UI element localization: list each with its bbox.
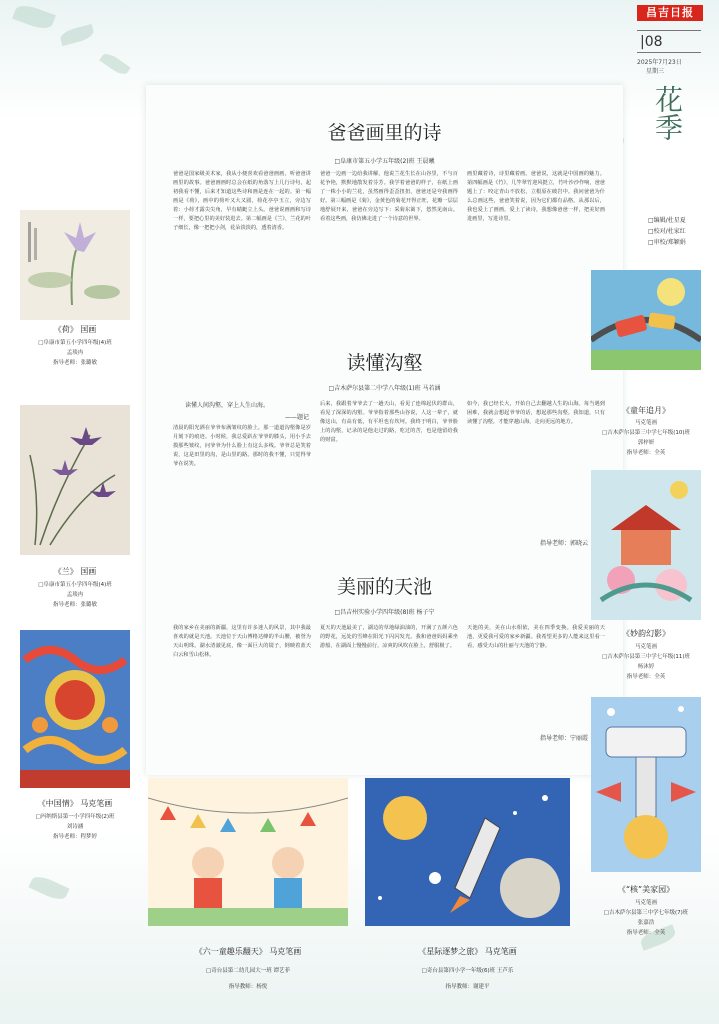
artwork-orchid xyxy=(20,405,130,555)
artwork-childrens-day xyxy=(148,778,348,926)
artwork-type: 马克笔画 xyxy=(80,799,113,808)
artwork-caption xyxy=(585,884,707,895)
artwork-credit xyxy=(14,580,136,610)
column-title: 花季 xyxy=(651,85,684,141)
article-byline: □吉木萨尔县第二中学八年级(1)班 马若涵 xyxy=(328,385,441,392)
lotus-painting-icon xyxy=(20,210,130,320)
artwork-childhood-moon xyxy=(591,270,701,370)
artwork-credit xyxy=(14,338,136,368)
artwork-caption xyxy=(14,798,136,809)
artwork-student: 张嘉浩 xyxy=(637,920,655,926)
header-divider xyxy=(637,52,701,53)
rocket-painting-icon xyxy=(365,778,570,926)
artwork-title: 《妙韵幻影》 xyxy=(622,629,670,638)
artwork-type: 马克笔画 xyxy=(634,420,657,426)
train-painting-icon xyxy=(591,270,701,370)
epigraph-source: ——题记 xyxy=(285,414,310,421)
artwork-title: 《中国情》 xyxy=(37,799,78,808)
artwork-teacher: 指导老师：全英 xyxy=(626,930,666,936)
article-column: 清晨的阳光洒在爷爷布满皱纹的脸上，那一道道沟壑像是岁月刻下的痕迹。小时候，我总爱趴在爷爷的膝头，用小手去摸那些皱纹，问爷爷为什么脸上有这么多线。爷爷总是笑着说，这是田里的沟，是山里的路。那时的我不懂，只觉得爷爷在说笑。 xyxy=(173,425,311,467)
artwork-credit xyxy=(365,966,570,992)
artwork-student: 杨沐婷 xyxy=(637,664,655,670)
editor-credits xyxy=(648,215,686,248)
article-byline: □昌吉州实验小学四年级(8)班 杨子宁 xyxy=(334,609,435,616)
editor-line: □审校/郑颖娟 xyxy=(648,239,686,246)
artwork-credit xyxy=(10,812,140,842)
artwork-student: 刘诗涵 xyxy=(66,824,84,830)
artwork-credit xyxy=(585,898,707,938)
artwork-teacher: 指导教师：杨悦 xyxy=(228,984,268,990)
artwork-type: 国画 xyxy=(80,567,97,576)
article-title: 读懂沟壑 xyxy=(346,352,423,374)
artwork-student: 孟琰冉 xyxy=(66,592,84,598)
artwork-title: 《“核”美家园》 xyxy=(617,885,675,894)
artwork-school: □奇台县第二幼儿园大一班 谭艺菲 xyxy=(206,968,290,974)
artwork-wonderful-rhyme xyxy=(591,470,701,620)
artwork-teacher: 指导老师：全英 xyxy=(626,450,666,456)
artwork-interstellar-dream xyxy=(365,778,570,926)
article-column: 后来，我跟着爷爷去了一趟天山，看见了连绵起伏的群山，看见了深深的沟壑。爷爷指着那些山谷说，人这一辈子，就像这山，有高有低，有平坦也有坎坷。我终于明白，爷爷脸上的沟壑，记录的是他走过的路，吃过的苦，也是他留给我的财富。 xyxy=(320,401,458,443)
artwork-type: 国画 xyxy=(80,325,97,334)
artwork-type: 马克笔画 xyxy=(634,644,657,650)
artwork-nuclear-home xyxy=(591,697,701,872)
pavilion-painting-icon xyxy=(591,470,701,620)
artwork-caption xyxy=(20,324,130,335)
article-column: 爸爸一边画一边给我讲解，他说兰花生长在山谷里，不与百花争艳，默默地散发着芬芳。我学着爸爸的样子，在纸上画了一株小小的兰花，虽然画得歪歪扭扭，爸爸还是夸我画得好。第三幅画是《菊》，金黄色的菊花开得正旺，花瓣一层层地舒展开来，爸爸在旁边写下：采菊东篱下，悠然见南山。看着这些画，我仿佛走进了一个诗意的世界。 xyxy=(320,171,458,222)
children-painting-icon xyxy=(148,778,348,926)
artwork-teacher: 指导教师：谢建平 xyxy=(445,984,490,990)
artwork-teacher: 指导老师：张璐敏 xyxy=(52,360,97,366)
dragon-painting-icon xyxy=(20,630,130,788)
article-byline: □阜康市第五小学五年级(2)班 王晨曦 xyxy=(334,158,435,165)
page-number-value: 08 xyxy=(644,34,663,50)
article-column: 我的家乡在美丽的新疆，这里有许多迷人的风景，其中我最喜欢的就是天池。天池位于天山博格达峰的半山腰，被誉为天山明珠。湖水清澈见底，像一面巨大的镜子，倒映着蓝天白云和雪山松林。 xyxy=(173,625,311,658)
artwork-school: □阜康市第五小学四年级(4)班 xyxy=(38,340,112,346)
editor-line: □编辑/杜星夏 xyxy=(648,217,686,224)
artwork-credit xyxy=(585,642,707,682)
newspaper-logo: 昌吉日报 xyxy=(637,5,703,21)
artwork-school: □吉木萨尔县第三中学七年级(7)班 xyxy=(603,910,689,916)
artwork-lotus xyxy=(20,210,130,320)
article-column: 画里藏着诗，诗里藏着画。爸爸说，这就是中国画的魅力。第四幅画是《竹》，几竿翠竹迎风挺立，竹叶沙沙作响，爸爸题上了：咬定青山不放松，立根原在破岩中。我问爸爸为什么总画这些，爸爸笑着说，因为它们都有品格。从那以后，我也爱上了画画，爱上了读诗，我想像爸爸一样，把美好画进画里，写进诗里。 xyxy=(467,171,605,222)
artwork-student: 孟琰冉 xyxy=(66,350,84,356)
article-teacher: 指导老师：郭晓云 xyxy=(540,540,589,547)
artwork-title: 《星际逐梦之旅》 xyxy=(418,947,483,956)
artwork-title: 《兰》 xyxy=(53,567,78,576)
article-column: 如今，我已经长大，开始自己去翻越人生的山海。每当遇到困难，我就会想起爷爷的话，想起那些沟壑。我知道，只有读懂了沟壑，才能穿越山海，走向更远的地方。 xyxy=(467,401,605,425)
artwork-title: 《童年追月》 xyxy=(622,406,670,415)
issue-weekday: 星期三 xyxy=(646,68,665,75)
artwork-caption xyxy=(148,946,348,957)
article-column: 天池的美，美在山水相依，美在四季变换。我爱美丽的天池，更爱我可爱的家乡新疆。我希望更多的人能来这里看一看，感受天山的壮丽与天池的宁静。 xyxy=(467,625,605,649)
header-divider xyxy=(637,30,701,31)
article-title: 美丽的天池 xyxy=(336,576,432,598)
artwork-school: □吉木萨尔县第三中学七年级(10)班 xyxy=(602,430,690,436)
issue-date: 2025年7月23日 xyxy=(637,59,682,66)
artwork-school: □奇台县第四小学一年级(6)班 王芦乐 xyxy=(421,968,514,974)
artwork-school: □玛纳斯县第一小学四年级(2)班 xyxy=(35,814,115,820)
artwork-credit xyxy=(585,418,707,458)
page-number: |08 xyxy=(640,34,663,50)
space-station-painting-icon xyxy=(591,697,701,872)
artwork-student: 郭梓妍 xyxy=(637,440,655,446)
artwork-school: □阜康市第五小学四年级(4)班 xyxy=(38,582,112,588)
artwork-caption xyxy=(20,566,130,577)
artwork-teacher: 指导老师：程梦婷 xyxy=(52,834,97,840)
article-title: 爸爸画里的诗 xyxy=(327,122,442,144)
article-column: 爸爸是国家级美术家，我从小便喜欢看爸爸画画，听爸爸讲画里的故事。爸爸画画时总会在纸的角落写上几行诗句，起初我看不懂，后来才知道这些诗和画是连在一起的。第一幅画是《荷》，画中的荷叶又大又圆，荷花亭亭玉立，旁边写着：小荷才露尖尖角，早有蜻蜓立上头。爸爸说画画和写诗一样，要把心里的美好装进去。第二幅画是《兰》，兰花的叶子细长，像一把把小剑，花朵淡淡的，透着清香。 xyxy=(173,171,311,231)
artwork-title: 《荷》 xyxy=(53,325,78,334)
artwork-title: 《六一童趣乐翻天》 xyxy=(194,947,267,956)
artwork-school: □吉木萨尔县第三中学七年级(11)班 xyxy=(602,654,690,660)
artwork-caption xyxy=(585,405,707,416)
artwork-teacher: 指导老师：全英 xyxy=(626,674,666,680)
orchid-painting-icon xyxy=(20,405,130,555)
artwork-type: 马克笔画 xyxy=(484,947,517,956)
artwork-caption xyxy=(585,628,707,639)
editor-line: □校对/杜家红 xyxy=(648,228,686,235)
article-teacher: 指导老师：宁丽霞 xyxy=(540,735,589,742)
artwork-teacher: 指导老师：张璐敏 xyxy=(52,602,97,608)
artwork-caption xyxy=(365,946,570,957)
article-epigraph: 读懂人间沟壑，穿上人生山海。 xyxy=(185,402,270,409)
artwork-type: 马克笔画 xyxy=(634,900,657,906)
article-column: 夏天的天池最美了，湖边的草地绿油油的，开满了五颜六色的野花，远处的雪峰在阳光下闪闪发光。我和爸爸妈妈乘坐游船，在湖面上慢慢前行，凉爽的风吹在脸上，舒服极了。 xyxy=(320,625,458,649)
artwork-china-love xyxy=(20,630,130,788)
artwork-credit xyxy=(148,966,348,992)
artwork-type: 马克笔画 xyxy=(269,947,302,956)
